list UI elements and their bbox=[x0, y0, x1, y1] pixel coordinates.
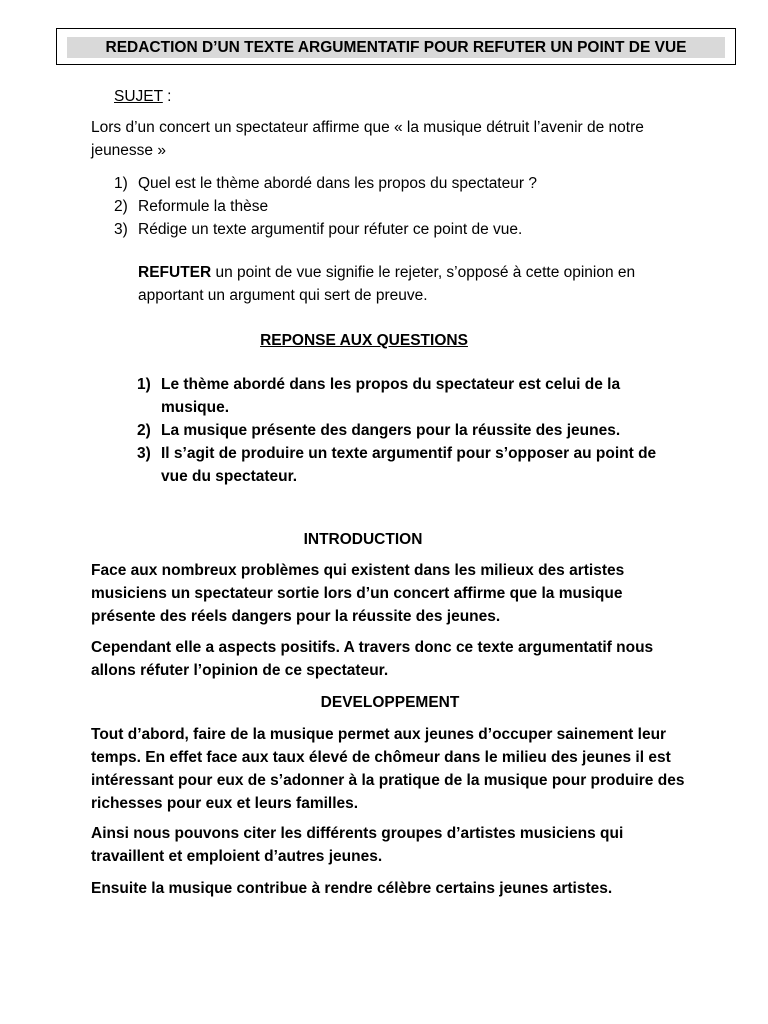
definition-paragraph bbox=[138, 261, 678, 307]
developpement-paragraph: Ensuite la musique contribue à rendre célèbre certains jeunes artistes. bbox=[91, 880, 613, 897]
reponse-heading: REPONSE AUX QUESTIONS bbox=[260, 332, 468, 349]
sujet-text: Lors d’un concert un spectateur affirme que « la musique détruit l’avenir de notre jeunesse » bbox=[91, 119, 644, 159]
question-text: Reformule la thèse bbox=[138, 198, 269, 215]
introduction-paragraph: Cependant elle a aspects positifs. A travers donc ce texte argumentatif nous allons réfuter l’opinion de ce spectateur. bbox=[91, 639, 654, 679]
definition-text: un point de vue signifie le rejeter, s’opposé à cette opinion en apportant un argument qui sert de preuve. bbox=[138, 264, 636, 304]
document-title: REDACTION D’UN TEXTE ARGUMENTATIF POUR REFUTER UN POINT DE VUE bbox=[67, 37, 725, 58]
list-item bbox=[114, 218, 674, 241]
list-item bbox=[114, 195, 674, 218]
list-number: 3) bbox=[114, 221, 128, 238]
title-frame bbox=[56, 28, 736, 65]
developpement-paragraph: Tout d’abord, faire de la musique permet aux jeunes d’occuper sainement leur temps. En effet face aux taux élevé de chômeur dans le milieu des jeunes il est intéressant pour eux de s’adonner à la pratique de la musique pour produire des richesses pour eux et leurs familles. bbox=[91, 726, 685, 812]
developpement-paragraph: Ainsi nous pouvons citer les différents groupes d’artistes musiciens qui travaillent et emploient d’autres jeunes. bbox=[91, 825, 624, 865]
list-number: 2) bbox=[114, 198, 128, 215]
sujet-colon: : bbox=[162, 88, 172, 105]
question-list bbox=[114, 172, 674, 241]
list-item bbox=[114, 172, 674, 195]
sujet-label: SUJET bbox=[114, 88, 163, 105]
list-number: 2) bbox=[137, 422, 151, 439]
developpement-heading: DEVELOPPEMENT bbox=[320, 694, 460, 711]
list-item bbox=[137, 373, 677, 419]
list-number: 1) bbox=[114, 175, 128, 192]
definition-term: REFUTER bbox=[138, 264, 212, 281]
answer-text: La musique présente des dangers pour la réussite des jeunes. bbox=[161, 422, 621, 439]
question-text: Rédige un texte argumentif pour réfuter ce point de vue. bbox=[138, 221, 523, 238]
answer-text: Le thème abordé dans les propos du spectateur est celui de la musique. bbox=[161, 376, 621, 416]
list-number: 3) bbox=[137, 445, 151, 462]
list-number: 1) bbox=[137, 376, 151, 393]
list-item bbox=[137, 442, 677, 488]
list-item bbox=[137, 419, 677, 442]
answer-text: Il s’agit de produire un texte argumentif pour s’opposer au point de vue du spectateur. bbox=[161, 445, 657, 485]
answer-list bbox=[137, 373, 677, 488]
sujet-heading bbox=[114, 85, 171, 108]
introduction-heading: INTRODUCTION bbox=[303, 531, 423, 548]
question-text: Quel est le thème abordé dans les propos du spectateur ? bbox=[138, 175, 537, 192]
introduction-paragraph: Face aux nombreux problèmes qui existent dans les milieux des artistes musiciens un spectateur sortie lors d’un concert affirme que la musique présente des réels dangers pour la réussite des jeunes. bbox=[91, 562, 625, 625]
